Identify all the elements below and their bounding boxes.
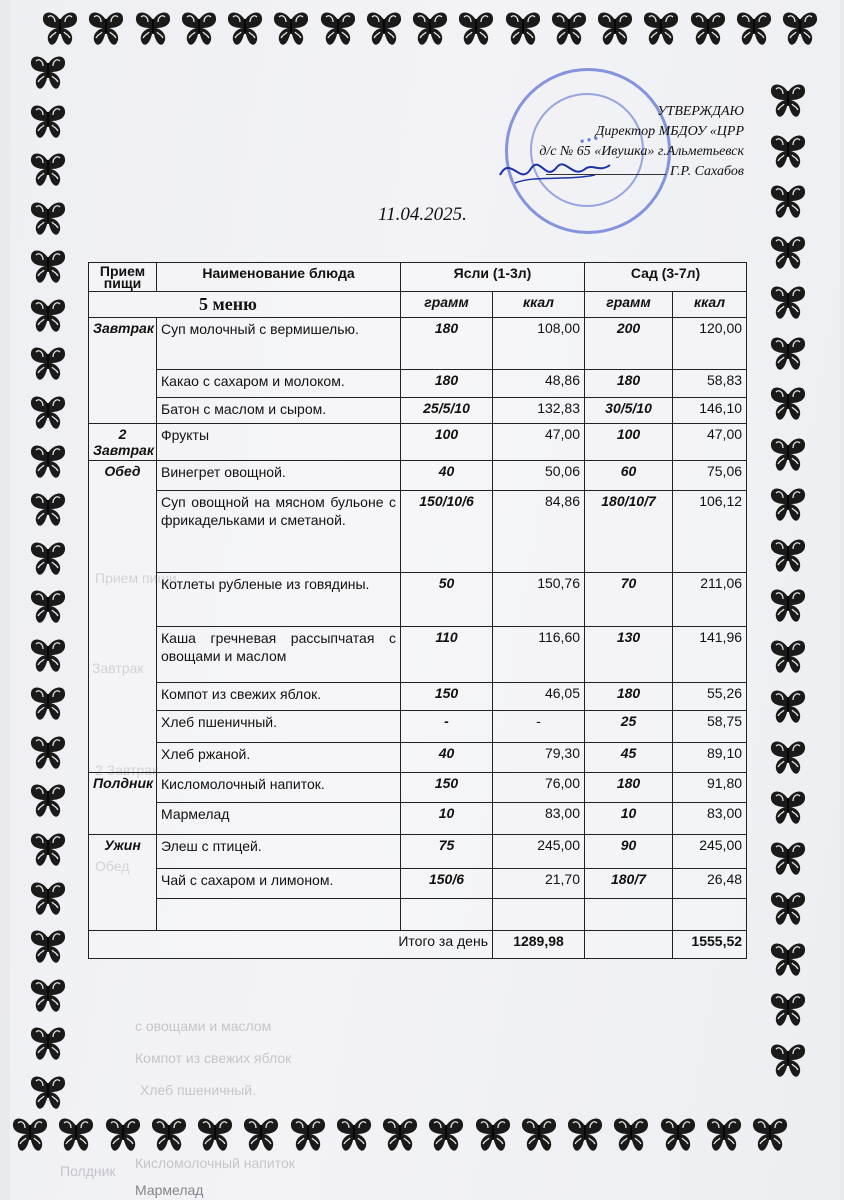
bleed-text: Завтрак [92,660,144,676]
butterfly-icon [149,1114,189,1154]
dish-name: Суп овощной на мясном бульоне с фрикадельками и сметаной. [157,491,401,573]
bleed-text: Обед [95,858,130,874]
garden-gram: 200 [585,318,673,370]
nursery-gram: 100 [401,424,493,461]
butterfly-icon [10,1114,50,1154]
approval-block [539,102,744,182]
butterfly-icon [364,8,404,48]
butterfly-icon [28,586,68,626]
garden-gram: 180 [585,773,673,803]
garden-gram: 10 [585,803,673,835]
butterfly-icon [768,737,808,777]
meal-lunch: Обед [89,461,157,773]
table-row [89,573,747,627]
bleed-text: Компот из свежих яблок [135,1050,292,1066]
butterfly-icon [503,8,543,48]
butterfly-icon [40,8,80,48]
butterfly-icon [768,838,808,878]
butterfly-icon [426,1114,466,1154]
butterfly-icon [28,101,68,141]
nursery-kcal: 48,86 [493,370,585,398]
butterfly-icon [28,683,68,723]
butterfly-icon [195,1114,235,1154]
butterfly-icon [768,333,808,373]
table-row [89,683,747,711]
butterfly-icon [611,1114,651,1154]
subheader-gram: грамм [585,292,673,318]
bleed-text: с овощами и маслом [135,1018,272,1034]
butterfly-icon [768,939,808,979]
butterfly-icon [768,383,808,423]
butterfly-icon [704,1114,744,1154]
butterfly-icon [28,878,68,918]
butterfly-icon [179,8,219,48]
dish-name: Какао с сахаром и молоком. [157,370,401,398]
garden-gram: 45 [585,743,673,773]
garden-gram: 60 [585,461,673,491]
garden-gram: 180 [585,370,673,398]
bleed-text: Мармелад [135,1182,204,1198]
nursery-kcal: 116,60 [493,627,585,683]
butterfly-icon [768,232,808,272]
dish-name: Котлеты рубленые из говядины. [157,573,401,627]
nursery-kcal: 150,76 [493,573,585,627]
nursery-gram: 50 [401,573,493,627]
butterfly-icon [28,392,68,432]
nursery-kcal: 245,00 [493,835,585,869]
butterfly-icon [28,732,68,772]
butterfly-icon [768,181,808,221]
garden-kcal: 91,80 [673,773,747,803]
dish-name: Каша гречневая рассыпчатая с овощами и маслом [157,627,401,683]
dish-name: Фрукты [157,424,401,461]
header-meal: Прием пищи [89,263,157,292]
table-row [89,627,747,683]
empty-cell [493,899,585,931]
dish-name: Хлеб ржаной. [157,743,401,773]
butterfly-icon [780,8,820,48]
butterfly-icon [768,535,808,575]
butterfly-icon [734,8,774,48]
nursery-gram: 150 [401,773,493,803]
dish-name: Кисломолочный напиток. [157,773,401,803]
dish-name: Суп молочный с вермишелью. [157,318,401,370]
butterfly-icon [28,343,68,383]
approval-organization: д/с № 65 «Ивушка» г.Альметьевск [539,144,744,159]
menu-date: 11.04.2025. [378,204,467,225]
nursery-kcal: 50,06 [493,461,585,491]
empty-cell [585,899,673,931]
butterfly-icon [768,484,808,524]
butterfly-icon [86,8,126,48]
subheader-gram: грамм [401,292,493,318]
total-nursery-kcal: 1289,98 [493,931,585,959]
butterfly-icon [28,441,68,481]
butterfly-icon [768,636,808,676]
total-label: Итого за день [89,931,493,959]
butterfly-icon [768,787,808,827]
butterfly-icon [473,1114,513,1154]
table-row [89,711,747,743]
butterfly-icon [750,1114,790,1154]
butterfly-border-top [40,8,820,48]
meal-dinner: Ужин [89,835,157,931]
garden-kcal: 120,00 [673,318,747,370]
nursery-gram: 180 [401,370,493,398]
nursery-kcal: - [493,711,585,743]
butterfly-icon [410,8,450,48]
nursery-gram: 40 [401,461,493,491]
garden-kcal: 141,96 [673,627,747,683]
garden-kcal: 245,00 [673,835,747,869]
butterfly-icon [28,489,68,529]
garden-kcal: 58,83 [673,370,747,398]
garden-kcal: 146,10 [673,398,747,424]
garden-kcal: 55,26 [673,683,747,711]
dish-name: Хлеб пшеничный. [157,711,401,743]
table-row [89,869,747,899]
butterfly-icon [28,635,68,675]
stamp-text: ● ● ● [578,133,600,146]
menu-table [88,262,747,959]
butterfly-icon [28,975,68,1015]
nursery-kcal: 76,00 [493,773,585,803]
bleed-text: 2 Завтрак [95,762,159,778]
garden-kcal: 26,48 [673,869,747,899]
butterfly-icon [768,686,808,726]
empty-cell [401,899,493,931]
garden-kcal: 89,10 [673,743,747,773]
bleed-text: Кисломолочный напиток [135,1155,295,1171]
nursery-gram: 110 [401,627,493,683]
nursery-gram: - [401,711,493,743]
butterfly-icon [56,1114,96,1154]
garden-gram: 130 [585,627,673,683]
butterfly-icon [768,1040,808,1080]
table-row [89,491,747,573]
garden-kcal: 83,00 [673,803,747,835]
butterfly-icon [28,198,68,238]
nursery-kcal: 84,86 [493,491,585,573]
butterfly-icon [658,1114,698,1154]
nursery-gram: 150 [401,683,493,711]
empty-cell [585,931,673,959]
empty-cell [673,899,747,931]
table-row [89,835,747,869]
butterfly-icon [768,888,808,928]
butterfly-icon [288,1114,328,1154]
table-row-empty [89,899,747,931]
approval-title: УТВЕРЖДАЮ [657,104,744,119]
garden-kcal: 75,06 [673,461,747,491]
subheader-kcal: ккал [673,292,747,318]
meal-snack: Полдник [89,773,157,835]
table-row [89,773,747,803]
garden-gram: 70 [585,573,673,627]
nursery-kcal: 108,00 [493,318,585,370]
empty-cell [157,899,401,931]
butterfly-icon [28,780,68,820]
garden-kcal: 211,06 [673,573,747,627]
table-row [89,318,747,370]
butterfly-border-right [768,80,808,1080]
butterfly-icon [318,8,358,48]
dish-name: Чай с сахаром и лимоном. [157,869,401,899]
butterfly-icon [768,80,808,120]
butterfly-border-left [28,52,68,1112]
garden-kcal: 47,00 [673,424,747,461]
butterfly-icon [103,1114,143,1154]
butterfly-icon [28,829,68,869]
meal-second-breakfast: 2 Завтрак [89,424,157,461]
butterfly-icon [28,926,68,966]
garden-gram: 100 [585,424,673,461]
butterfly-icon [28,538,68,578]
bleed-text: Полдник [60,1163,116,1179]
dish-name: Элеш с птицей. [157,835,401,869]
meal-breakfast: Завтрак [89,318,157,424]
nursery-gram: 40 [401,743,493,773]
approval-name: Г.Р. Сахабов [670,164,744,179]
dish-name: Винегрет овощной. [157,461,401,491]
butterfly-icon [768,585,808,625]
table-row [89,398,747,424]
dish-name: Компот из свежих яблок. [157,683,401,711]
butterfly-icon [768,989,808,1029]
dish-name: Батон с маслом и сыром. [157,398,401,424]
nursery-gram: 150/6 [401,869,493,899]
butterfly-icon [456,8,496,48]
approval-signatory [539,162,744,182]
nursery-gram: 25/5/10 [401,398,493,424]
nursery-gram: 75 [401,835,493,869]
butterfly-icon [768,131,808,171]
butterfly-icon [28,52,68,92]
table-row [89,424,747,461]
total-row [89,931,747,959]
butterfly-icon [641,8,681,48]
butterfly-icon [241,1114,281,1154]
butterfly-icon [768,282,808,322]
header-dish: Наименование блюда [157,263,401,292]
approval-position: Директор МБДОУ «ЦРР [595,124,744,139]
table-row [89,803,747,835]
garden-kcal: 106,12 [673,491,747,573]
butterfly-icon [519,1114,559,1154]
butterfly-icon [133,8,173,48]
butterfly-icon [549,8,589,48]
garden-gram: 180 [585,683,673,711]
nursery-kcal: 132,83 [493,398,585,424]
table-row [89,743,747,773]
nursery-gram: 180 [401,318,493,370]
butterfly-icon [380,1114,420,1154]
butterfly-icon [565,1114,605,1154]
butterfly-icon [28,295,68,335]
bleed-text: Прием пищи [95,570,177,586]
butterfly-icon [688,8,728,48]
garden-gram: 90 [585,835,673,869]
butterfly-icon [768,434,808,474]
total-garden-kcal: 1555,52 [673,931,747,959]
garden-gram: 180/10/7 [585,491,673,573]
nursery-kcal: 83,00 [493,803,585,835]
dish-name: Мармелад [157,803,401,835]
menu-number: 5 меню [89,292,401,318]
nursery-kcal: 79,30 [493,743,585,773]
butterfly-border-bottom [10,1114,790,1154]
butterfly-icon [271,8,311,48]
butterfly-icon [28,1072,68,1112]
bleed-text: Хлеб пшеничный. [140,1082,256,1098]
header-kindergarten: Сад (3-7л) [585,263,747,292]
nursery-kcal: 46,05 [493,683,585,711]
table-row [89,370,747,398]
garden-gram: 30/5/10 [585,398,673,424]
butterfly-icon [334,1114,374,1154]
nursery-kcal: 21,70 [493,869,585,899]
garden-gram: 180/7 [585,869,673,899]
butterfly-icon [28,246,68,286]
header-nursery: Ясли (1-3л) [401,263,585,292]
garden-kcal: 58,75 [673,711,747,743]
garden-gram: 25 [585,711,673,743]
subheader-kcal: ккал [493,292,585,318]
table-row [89,461,747,491]
nursery-gram: 10 [401,803,493,835]
butterfly-icon [28,1023,68,1063]
nursery-kcal: 47,00 [493,424,585,461]
butterfly-icon [225,8,265,48]
butterfly-icon [595,8,635,48]
nursery-gram: 150/10/6 [401,491,493,573]
butterfly-icon [28,149,68,189]
